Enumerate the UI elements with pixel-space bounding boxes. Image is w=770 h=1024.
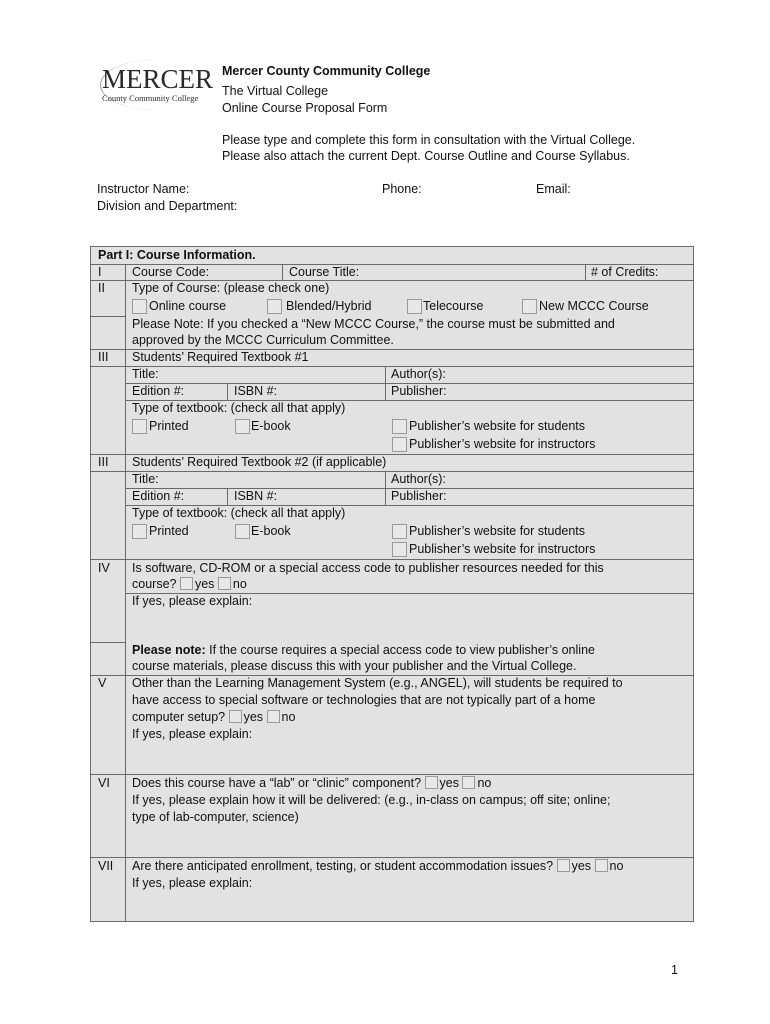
college-logo <box>100 64 214 112</box>
lms-no-checkbox[interactable] <box>267 710 280 723</box>
new-course-note-2: approved by the MCCC Curriculum Committee. <box>132 333 394 347</box>
column-divider <box>385 471 386 505</box>
column-divider <box>385 366 386 400</box>
numeral-iv: IV <box>98 561 110 575</box>
numeral-vii: VII <box>98 859 114 873</box>
row-divider <box>91 316 125 317</box>
lms-no-label: no <box>281 710 296 724</box>
textbook1-printed-checkbox[interactable] <box>132 419 147 434</box>
phone-label[interactable]: Phone: <box>382 182 422 196</box>
lab-question-prefix: Does this course have a “lab” or “clinic” component? <box>132 776 422 790</box>
lms-question-1: Other than the Learning Management System (e.g., ANGEL), will students be required to <box>132 676 623 690</box>
column-divider <box>227 383 228 400</box>
part-title: Part I: Course Information. <box>98 248 256 262</box>
new-course-checkbox[interactable] <box>522 299 537 314</box>
subtitle: The Virtual College <box>222 84 329 98</box>
textbook1-pub-instructors-label: Publisher’s website for instructors <box>409 437 596 451</box>
software-note-bold: Please note: <box>132 643 206 657</box>
instructions-line-1: Please type and complete this form in consultation with the Virtual College. <box>222 133 636 147</box>
course-code-label[interactable]: Course Code: <box>132 265 210 279</box>
form-title: Online Course Proposal Form <box>222 101 388 115</box>
numeral-column-divider <box>125 264 126 921</box>
textbook2-publisher-label[interactable]: Publisher: <box>391 489 447 503</box>
lab-question-3: type of lab-computer, science) <box>132 810 299 824</box>
enrollment-yes-checkbox[interactable] <box>557 859 570 872</box>
textbook2-pub-students-label: Publisher’s website for students <box>409 524 586 538</box>
textbook1-isbn-label[interactable]: ISBN #: <box>234 384 278 398</box>
logo-wordmark: MERCER <box>102 64 214 94</box>
lms-question-prefix: computer setup? <box>132 710 226 724</box>
textbook2-edition-label[interactable]: Edition #: <box>132 489 185 503</box>
textbook1-type-heading: Type of textbook: (check all that apply) <box>132 401 346 415</box>
software-question-prefix: course? <box>132 577 177 591</box>
textbook2-pub-students-checkbox[interactable] <box>392 524 407 539</box>
enrollment-explain-label[interactable]: If yes, please explain: <box>132 876 253 890</box>
lab-no-checkbox[interactable] <box>462 776 475 789</box>
column-divider <box>227 488 228 505</box>
lms-question-2: have access to special software or technologies that are not typically part of a home <box>132 693 596 707</box>
lab-question-1 <box>132 775 491 792</box>
textbook1-authors-label[interactable]: Author(s): <box>391 367 446 381</box>
blended-hybrid-checkbox[interactable] <box>267 299 282 314</box>
software-question-1: Is software, CD-ROM or a special access code to publisher resources needed for this <box>132 561 604 575</box>
textbook1-heading: Students’ Required Textbook #1 <box>132 350 309 364</box>
credits-label[interactable]: # of Credits: <box>591 265 659 279</box>
software-note-1 <box>132 642 595 659</box>
textbook2-ebook-checkbox[interactable] <box>235 524 250 539</box>
software-question-2 <box>132 576 247 593</box>
software-yes-label: yes <box>194 577 215 591</box>
course-information-table <box>90 246 694 922</box>
telecourse-label: Telecourse <box>423 299 484 313</box>
textbook2-ebook-label: E-book <box>251 524 291 538</box>
logo-subtext: County Community College <box>102 93 199 103</box>
textbook1-pub-instructors-checkbox[interactable] <box>392 437 407 452</box>
lab-yes-checkbox[interactable] <box>425 776 438 789</box>
instructor-name-label[interactable]: Instructor Name: <box>97 182 190 196</box>
software-yes-checkbox[interactable] <box>180 577 193 590</box>
textbook2-authors-label[interactable]: Author(s): <box>391 472 446 486</box>
textbook2-title-label[interactable]: Title: <box>132 472 159 486</box>
textbook1-printed-label: Printed <box>149 419 189 433</box>
instructions-line-2: Please also attach the current Dept. Course Outline and Course Syllabus. <box>222 149 630 163</box>
new-course-note-1: Please Note: If you checked a “New MCCC Course,” the course must be submitted and <box>132 317 615 331</box>
textbook2-heading: Students’ Required Textbook #2 (if applicable) <box>132 455 387 469</box>
textbook1-ebook-checkbox[interactable] <box>235 419 250 434</box>
telecourse-checkbox[interactable] <box>407 299 422 314</box>
lab-no-label: no <box>477 776 492 790</box>
software-explain-label[interactable]: If yes, please explain: <box>132 594 253 608</box>
enrollment-yes-label: yes <box>571 859 592 873</box>
division-label[interactable]: Division and Department: <box>97 199 238 213</box>
numeral-v: V <box>98 676 107 690</box>
enrollment-no-label: no <box>609 859 624 873</box>
column-divider <box>585 264 586 280</box>
row-divider <box>91 642 125 643</box>
blended-hybrid-label: Blended/Hybrid <box>286 299 372 313</box>
textbook1-pub-students-checkbox[interactable] <box>392 419 407 434</box>
lab-yes-label: yes <box>439 776 459 790</box>
textbook1-title-label[interactable]: Title: <box>132 367 159 381</box>
numeral-i: I <box>98 265 102 279</box>
textbook1-ebook-label: E-book <box>251 419 291 433</box>
software-no-label: no <box>232 577 247 591</box>
textbook2-printed-label: Printed <box>149 524 189 538</box>
textbook2-printed-checkbox[interactable] <box>132 524 147 539</box>
lms-yes-label: yes <box>243 710 264 724</box>
email-label[interactable]: Email: <box>536 182 571 196</box>
online-course-checkbox[interactable] <box>132 299 147 314</box>
enrollment-no-checkbox[interactable] <box>595 859 608 872</box>
software-note-rest: If the course requires a special access code to view publisher’s online <box>205 643 595 657</box>
column-divider <box>282 264 283 280</box>
textbook1-publisher-label[interactable]: Publisher: <box>391 384 447 398</box>
numeral-iii-b: III <box>98 455 109 469</box>
textbook1-edition-label[interactable]: Edition #: <box>132 384 185 398</box>
numeral-iii: III <box>98 350 109 364</box>
numeral-vi: VI <box>98 776 110 790</box>
lab-question-2: If yes, please explain how it will be delivered: (e.g., in-class on campus; off site; online; <box>132 793 611 807</box>
new-course-label: New MCCC Course <box>539 299 649 313</box>
enrollment-question <box>132 858 623 875</box>
textbook2-pub-instructors-label: Publisher’s website for instructors <box>409 542 596 556</box>
software-no-checkbox[interactable] <box>218 577 231 590</box>
page-number: 1 <box>671 963 678 977</box>
lms-question-3 <box>132 709 295 726</box>
enrollment-question-prefix: Are there anticipated enrollment, testing, or student accommodation issues? <box>132 859 554 873</box>
college-name: Mercer County Community College <box>222 64 431 78</box>
course-title-label[interactable]: Course Title: <box>289 265 360 279</box>
online-course-label: Online course <box>149 299 227 313</box>
textbook2-isbn-label[interactable]: ISBN #: <box>234 489 278 503</box>
textbook2-type-heading: Type of textbook: (check all that apply) <box>132 506 346 520</box>
lms-explain-label[interactable]: If yes, please explain: <box>132 727 253 741</box>
software-note-2: course materials, please discuss this with your publisher and the Virtual College. <box>132 659 577 673</box>
course-type-heading: Type of Course: (please check one) <box>132 281 330 295</box>
numeral-ii: II <box>98 281 105 295</box>
textbook1-pub-students-label: Publisher’s website for students <box>409 419 586 433</box>
lms-yes-checkbox[interactable] <box>229 710 242 723</box>
textbook2-pub-instructors-checkbox[interactable] <box>392 542 407 557</box>
